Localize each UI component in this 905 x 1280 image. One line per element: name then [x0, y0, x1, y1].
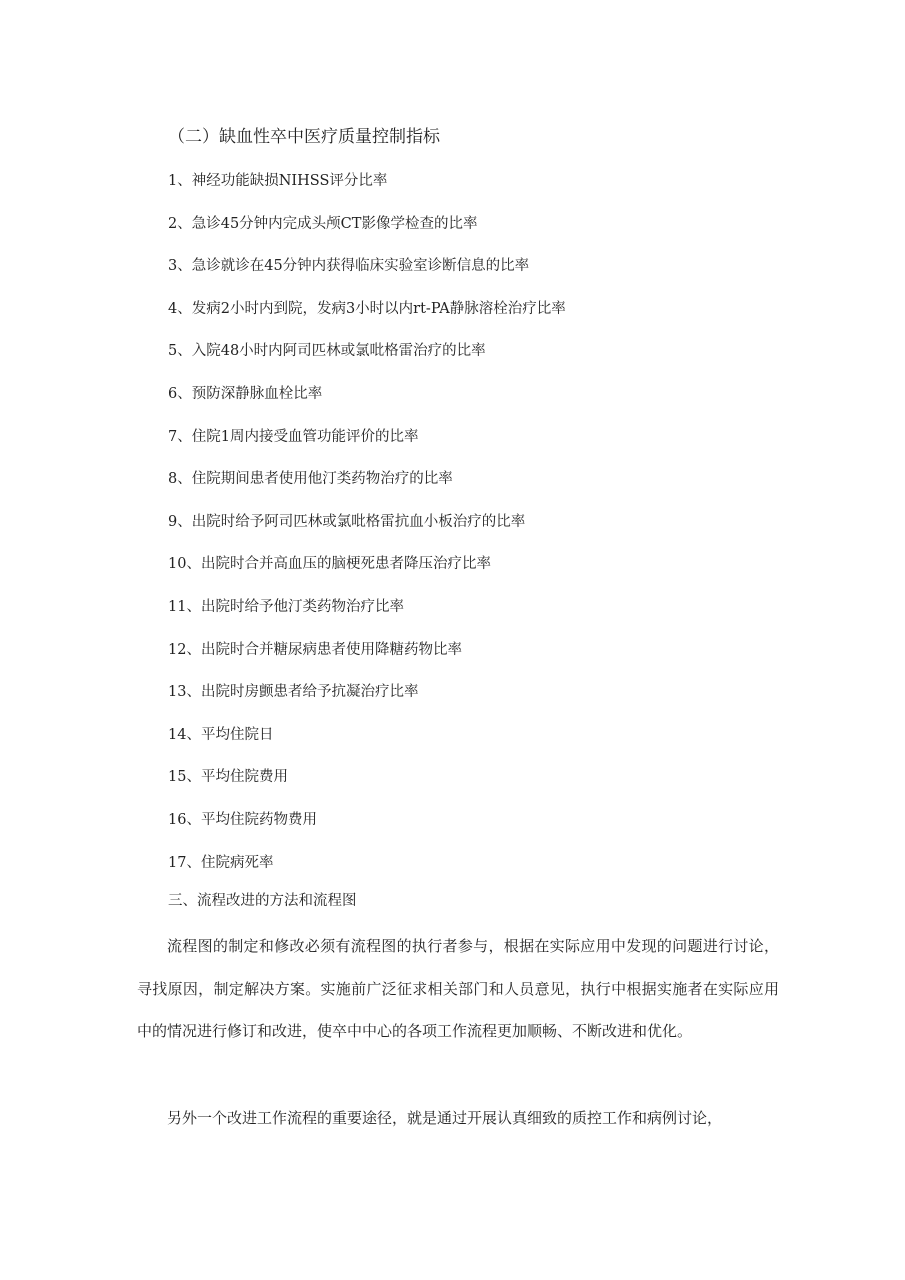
list-item: 14、平均住院日 [168, 726, 274, 743]
list-item: 9、出院时给予阿司匹林或氯吡格雷抗血小板治疗的比率 [168, 513, 526, 530]
list-item: 1、神经功能缺损NIHSS评分比率 [168, 173, 388, 189]
list-item: 15、平均住院费用 [168, 769, 288, 786]
list-item: 13、出院时房颤患者给予抗凝治疗比率 [168, 684, 419, 701]
list-item: 2、急诊45分钟内完成头颅CT影像学检查的比率 [168, 215, 478, 232]
list-item: 10、出院时合并高血压的脑梗死患者降压治疗比率 [168, 556, 491, 573]
list-item: 8、住院期间患者使用他汀类药物治疗的比率 [168, 471, 453, 488]
list-item: 6、预防深静脉血栓比率 [168, 385, 323, 402]
list-item: 7、住院1周内接受血管功能评价的比率 [168, 428, 419, 445]
list-item: 11、出院时给予他汀类药物治疗比率 [168, 598, 404, 615]
list-item: 17、住院病死率 [168, 854, 274, 871]
list-item: 16、平均住院药物费用 [168, 811, 317, 828]
list-item: 12、出院时合并糖尿病患者使用降糖药物比率 [168, 641, 462, 658]
section-title-process-improvement: 三、流程改进的方法和流程图 [168, 893, 357, 909]
body-paragraph: 另外一个改进工作流程的重要途径，就是通过开展认真细致的质控工作和病例讨论， [167, 1109, 723, 1127]
list-item: 4、发病2小时内到院，发病3小时以内rt-PA静脉溶栓治疗比率 [168, 300, 566, 317]
list-item: 3、急诊就诊在45分钟内获得临床实验室诊断信息的比率 [168, 258, 530, 275]
list-item: 5、入院48小时内阿司匹林或氯吡格雷治疗的比率 [168, 343, 486, 360]
indicator-list [168, 168, 566, 892]
section-title-stroke-quality-indicators: （二）缺血性卒中医疗质量控制指标 [168, 127, 440, 147]
body-paragraph: 流程图的制定和修改必须有流程图的执行者参与，根据在实际应用中发现的问题进行讨论，寻找原因，制定解决方案。实施前广泛征求相关部门和人员意见，执行中根据实施者在实际应用中的情况进行修订和改进，使卒中中心的各项工作流程更加顺畅、不断改进和优化。 [137, 937, 779, 1040]
